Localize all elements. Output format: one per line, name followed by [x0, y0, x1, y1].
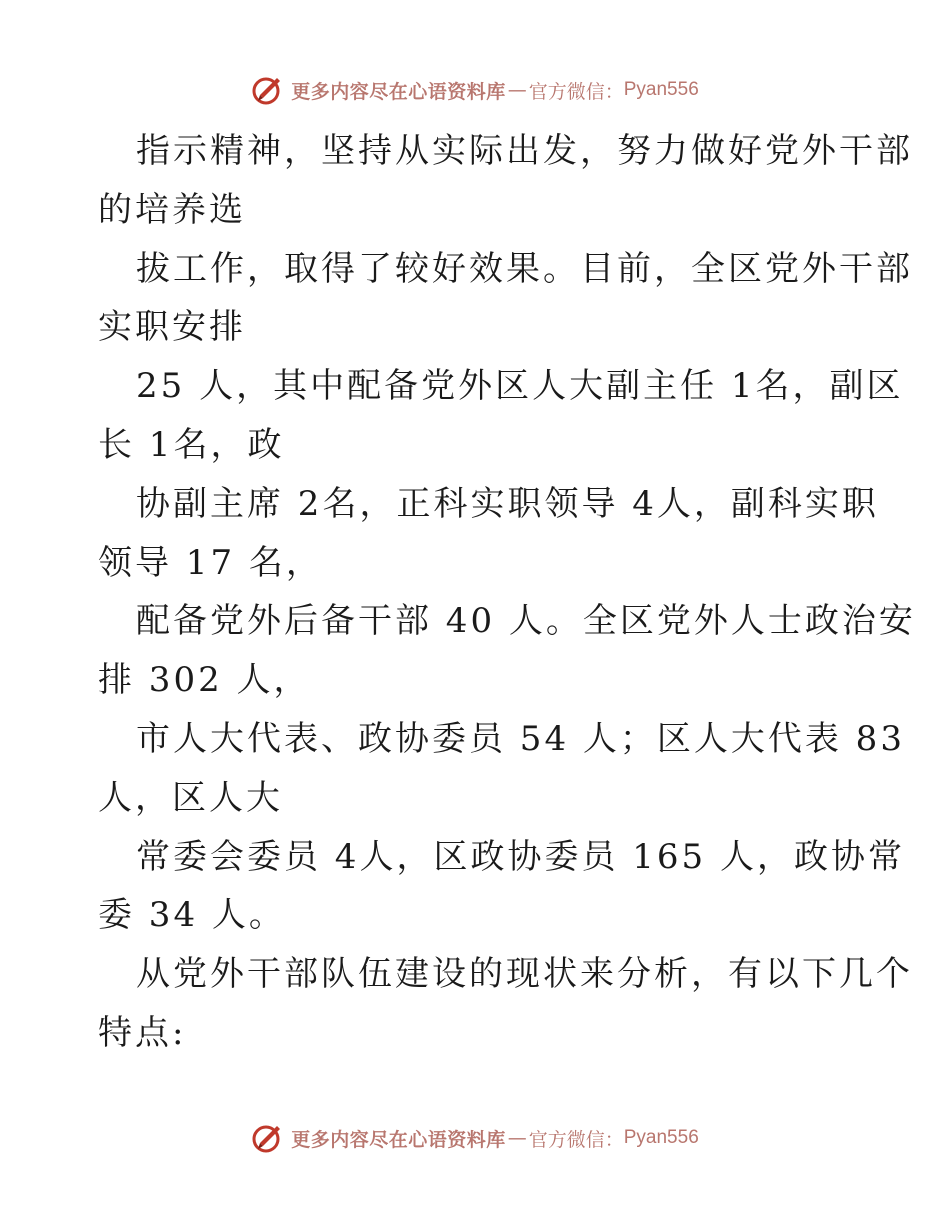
- footer-separator: —: [507, 1127, 527, 1149]
- quill-pen-circle-icon: [251, 1121, 285, 1155]
- paragraph-line: 从党外干部队伍建设的现状来分析，有以下几个: [136, 954, 913, 995]
- footer-watermark: [0, 1118, 950, 1158]
- header-wechat-id: Pyan556: [623, 79, 699, 100]
- footer-site-text: 更多内容尽在心语资料库: [291, 1128, 506, 1151]
- document-body: [98, 122, 916, 1063]
- paragraph-line: 人，区人大: [98, 777, 283, 818]
- paragraph-line: 委 34 人。: [98, 895, 286, 936]
- paragraph-line: 配备党外后备干部 40 人。全区党外人士政治安: [136, 601, 916, 642]
- paragraph-line: 特点:: [98, 1012, 187, 1053]
- paragraph-line: 领导 17 名，: [98, 542, 323, 583]
- paragraph-line: 指示精神，坚持从实际出发，努力做好党外干部: [136, 131, 913, 171]
- paragraph-line: 的培养选: [98, 189, 246, 230]
- header-site-text: 更多内容尽在心语资料库: [291, 80, 506, 103]
- footer-wechat-id: Pyan556: [623, 1127, 699, 1148]
- paragraph-line: 市人大代表、政协委员 54 人；区人大代表 83: [136, 718, 905, 759]
- footer-official-label: 官方微信：: [528, 1128, 624, 1151]
- paragraph-line: 长 1名，政: [98, 424, 285, 465]
- header-watermark: [0, 70, 950, 110]
- paragraph-line: 排 302 人，: [98, 660, 311, 701]
- paragraph-line: 实职安排: [98, 307, 246, 348]
- quill-pen-circle-icon: [251, 73, 285, 107]
- paragraph-line: 协副主席 2名，正科实职领导 4人，副科实职: [136, 483, 879, 524]
- header-official-label: 官方微信：: [528, 80, 624, 103]
- paragraph-line: 拔工作，取得了较好效果。目前，全区党外干部: [136, 248, 913, 289]
- header-separator: —: [507, 79, 527, 101]
- paragraph-line: 25 人，其中配备党外区人大副主任 1名，副区: [136, 366, 904, 407]
- paragraph-line: 常委会委员 4人，区政协委员 165 人，政协常: [136, 836, 905, 877]
